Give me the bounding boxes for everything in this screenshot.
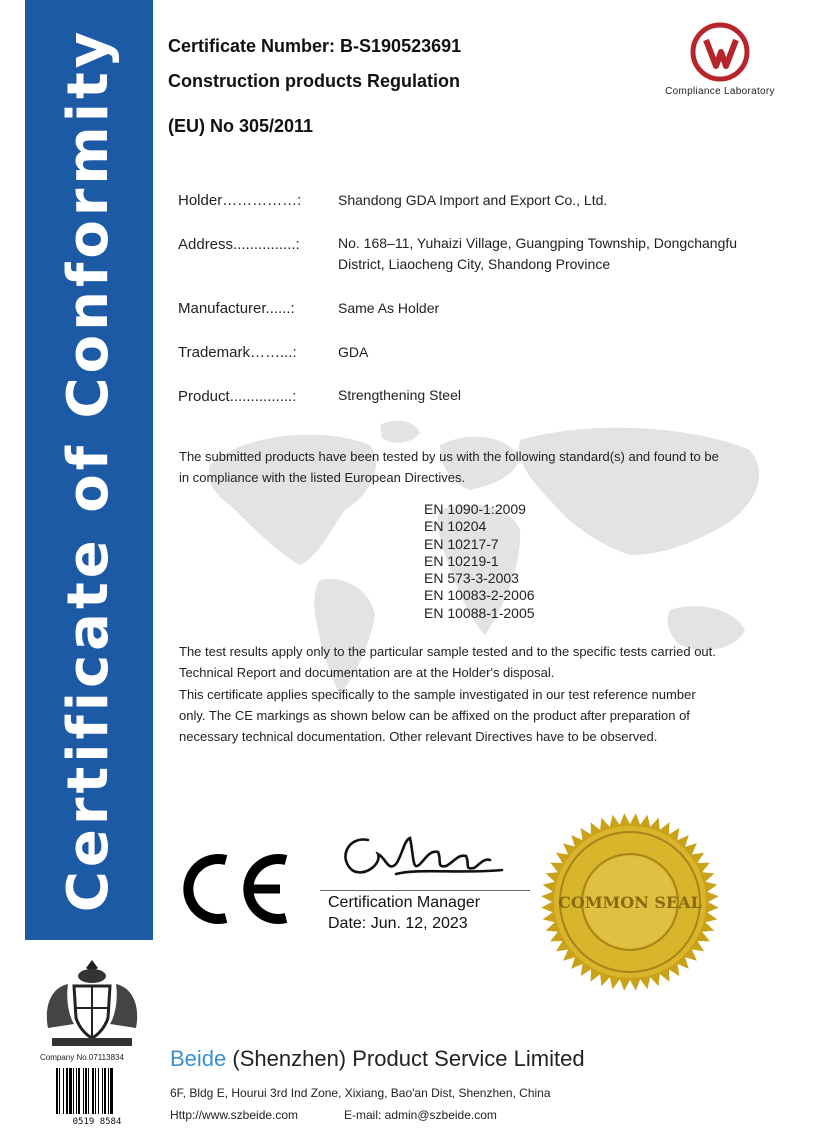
issuer-name-rest: (Shenzhen) Product Service Limited	[226, 1046, 585, 1071]
barcode-bar	[76, 1068, 77, 1114]
seal-text: COMMON SEAL	[558, 893, 702, 912]
standard-item: EN 573-3-2003	[424, 570, 519, 587]
side-band	[25, 0, 153, 940]
standard-item: EN 10219-1	[424, 552, 499, 569]
barcode-bar	[56, 1068, 58, 1114]
barcode-bar	[63, 1068, 64, 1114]
barcode-bar	[83, 1068, 84, 1114]
note-line: The test results apply only to the particular sample tested and to the specific tests carried out.	[179, 644, 716, 659]
note-line: necessary technical documentation. Other relevant Directives have to be observed.	[179, 729, 658, 744]
regulation-number: (EU) No 305/2011	[168, 116, 314, 136]
statement-line1: The submitted products have been tested by us with the following standard(s) and found to be	[179, 449, 719, 464]
note-line: This certificate applies specifically to the sample investigated in our test reference number	[179, 687, 696, 702]
barcode-bar	[98, 1068, 99, 1114]
barcode-bar	[69, 1068, 72, 1114]
ce-mark-icon	[180, 852, 292, 926]
address-value-line2: District, Liaocheng City, Shandong Province	[338, 256, 611, 272]
certificate-vertical-title: Certificate of Conformity	[56, 27, 121, 913]
note-line: only. The CE markings as shown below can be affixed on the product after preparation of	[179, 708, 690, 723]
standard-item: EN 10083-2-2006	[424, 587, 535, 604]
standard-item: EN 1090-1:2009	[424, 501, 526, 517]
product-value: Strengthening Steel	[338, 387, 461, 403]
standard-item: EN 10088-1-2005	[424, 604, 535, 621]
barcode-bar	[85, 1068, 87, 1114]
signature-icon	[330, 828, 510, 890]
barcode-bar	[66, 1068, 68, 1114]
compliance-lab-logo-icon	[690, 22, 750, 82]
barcode-bar	[59, 1068, 60, 1114]
standard-item: EN 10204	[424, 518, 487, 535]
lab-name: Compliance Laboratory	[665, 86, 775, 97]
barcode-bar	[92, 1068, 94, 1114]
barcode-bar	[73, 1068, 74, 1114]
barcode-bar	[102, 1068, 103, 1114]
issuer-website: Http://www.szbeide.com	[170, 1108, 299, 1122]
regulation-title: Construction products Regulation	[168, 71, 460, 91]
note-line: Technical Report and documentation are at the Holder's disposal.	[179, 665, 555, 680]
issuer-email: E-mail: admin@szbeide.com	[344, 1108, 497, 1122]
barcode-bar	[108, 1068, 109, 1114]
barcode-bar	[88, 1068, 89, 1114]
manufacturer-label: Manufacturer......:	[178, 300, 295, 317]
barcode-bar	[78, 1068, 80, 1114]
issuer-brand: Beide	[170, 1046, 227, 1071]
barcode-bar	[104, 1068, 106, 1114]
royal-crest-icon	[38, 958, 146, 1048]
signature-line	[320, 890, 530, 891]
barcode-number: 0519 8584	[72, 1117, 122, 1126]
issuer-name	[170, 1046, 585, 1072]
address-value-line1: No. 168–11, Yuhaizi Village, Guangping Township, Dongchangfu	[338, 235, 738, 251]
trademark-value: GDA	[338, 344, 369, 360]
barcode-bar	[110, 1068, 113, 1114]
certificate-number: Certificate Number: B-S190523691	[168, 36, 462, 56]
barcode-bar	[95, 1068, 96, 1114]
standard-item: EN 10217-7	[424, 535, 499, 552]
barcode-icon	[52, 1066, 142, 1126]
signatory-title: Certification Manager	[328, 894, 481, 911]
manufacturer-value: Same As Holder	[338, 300, 440, 316]
certificate-date: Date: Jun. 12, 2023	[328, 915, 468, 932]
holder-value: Shandong GDA Import and Export Co., Ltd.	[338, 192, 608, 208]
statement-line2: in compliance with the listed European Directives.	[179, 470, 466, 485]
holder-label: Holder……………:	[178, 192, 302, 209]
address-label: Address...............:	[178, 236, 300, 253]
company-number: Company No.07113834	[40, 1053, 124, 1062]
standards-list	[424, 501, 535, 622]
gold-seal-icon	[540, 812, 720, 992]
product-label: Product...............:	[178, 388, 297, 405]
issuer-address: 6F, Bldg E, Hourui 3rd Ind Zone, Xixiang, Bao'an Dist, Shenzhen, China	[170, 1086, 551, 1100]
trademark-label: Trademark……...:	[178, 344, 297, 361]
